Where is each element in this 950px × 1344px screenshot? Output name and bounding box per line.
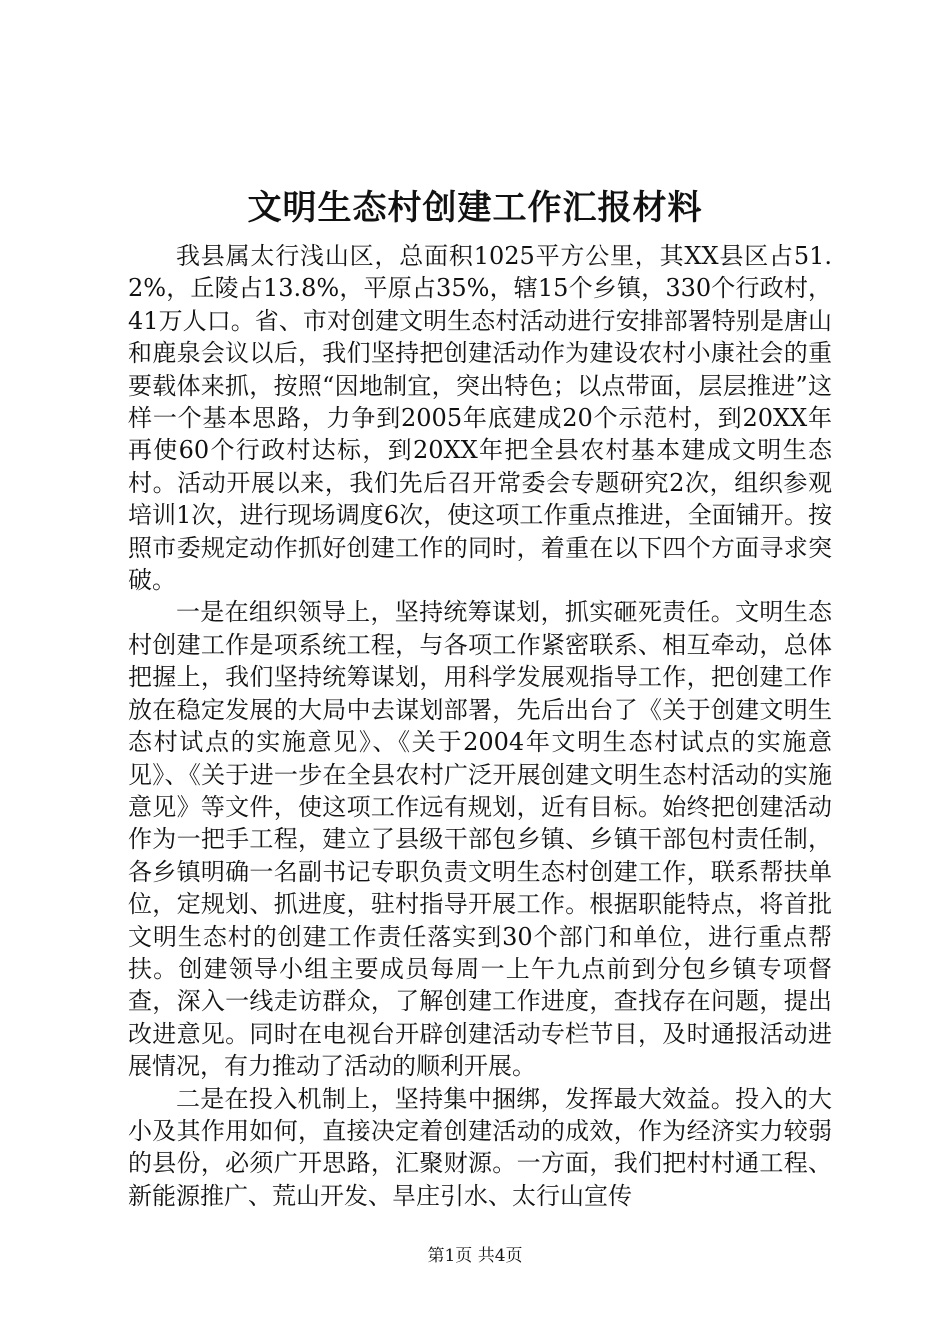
document-body — [128, 240, 832, 1212]
paragraph-intro: 我县属太行浅山区，总面积1025平方公里，其XX县区占51.2%，丘陵占13.8%，平原占35%，辖15个乡镇，330个行政村，41万人口。省、市对创建文明生态村活动进行安排部署特别是唐山和鹿泉会议以后，我们坚持把创建活动作为建设农村小康社会的重要载体来抓，按照“因地制宜，突出特色；以点带面，层层推进”这样一个基本思路，力争到2005年底建成20个示范村，到20XX年再使60个行政村达标，到20XX年把全县农村基本建成文明生态村。活动开展以来，我们先后召开常委会专题研究2次，组织参观培训1次，进行现场调度6次，使这项工作重点推进，全面铺开。按照市委规定动作抓好创建工作的同时，着重在以下四个方面寻求突破。 — [128, 242, 832, 595]
page-number-footer: 第1页 共4页 — [427, 1246, 523, 1266]
document-title: 文明生态村创建工作汇报材料 — [247, 188, 703, 228]
paragraph-investment: 二是在投入机制上，坚持集中捆绑，发挥最大效益。投入的大小及其作用如何，直接决定着创建活动的成效，作为经济实力较弱的县份，必须广开思路，汇聚财源。一方面，我们把村村通工程、新能源推广、荒山开发、旱庄引水、太行山宣传 — [128, 1084, 832, 1210]
paragraph-organization: 一是在组织领导上，坚持统筹谋划，抓实砸死责任。文明生态村创建工作是项系统工程，与各项工作紧密联系、相互牵动，总体把握上，我们坚持统筹谋划，用科学发展观指导工作，把创建工作放在稳定发展的大局中去谋划部署，先后出台了《关于创建文明生态村试点的实施意见》、《关于2004年文明生态村试点的实施意见》、《关于进一步在全县农村广泛开展创建文明生态村活动的实施意见》等文件，使这项工作远有规划，近有目标。始终把创建活动作为一把手工程，建立了县级干部包乡镇、乡镇干部包村责任制，各乡镇明确一名副书记专职负责文明生态村创建工作，联系帮扶单位，定规划、抓进度，驻村指导开展工作。根据职能特点，将首批文明生态村的创建工作责任落实到30个部门和单位，进行重点帮扶。创建领导小组主要成员每周一上午九点前到分包乡镇专项督查，深入一线走访群众，了解创建工作进度，查找存在问题，提出改进意见。同时在电视台开辟创建活动专栏节目，及时通报活动进展情况，有力推动了活动的顺利开展。 — [128, 598, 832, 1081]
